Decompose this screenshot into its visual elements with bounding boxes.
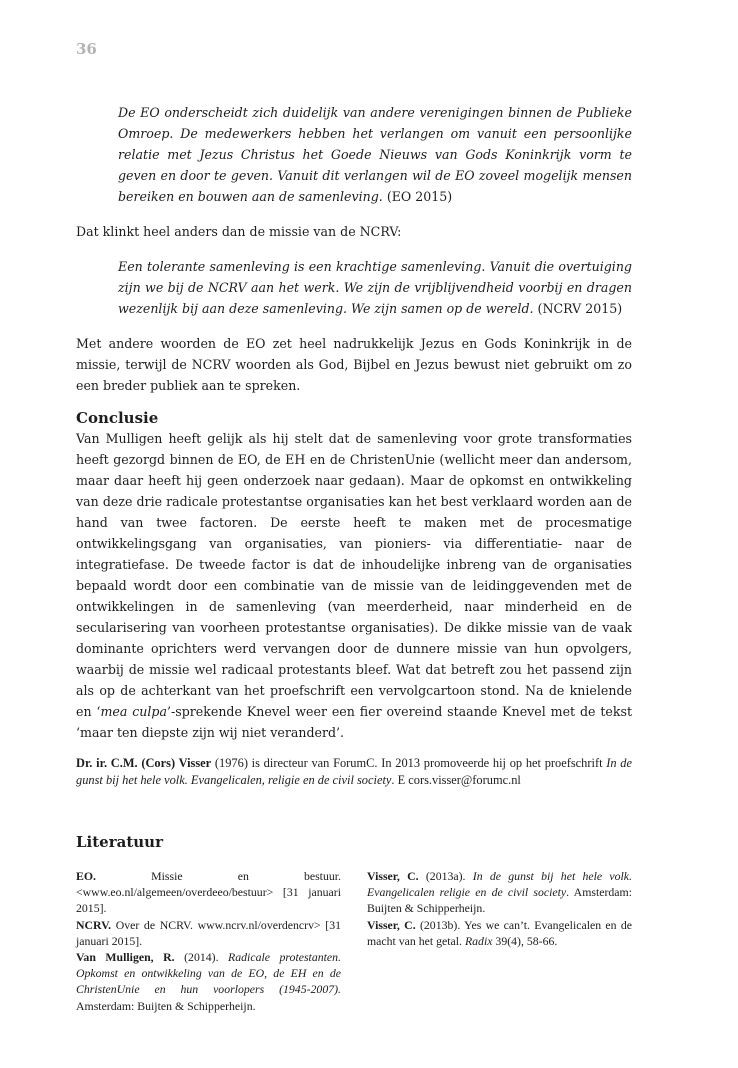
reference-author: Van Mulligen, R. [76, 950, 175, 965]
reference-title: Radix [464, 933, 493, 948]
reference-title: In de gunst bij het hele volk. Evangelicalen religie en de civil society [367, 869, 632, 900]
author-bio-text: (1976) is directeur van ForumC. In 2013 promoveerde hij op het proefschrift [211, 756, 607, 770]
literature-list [76, 868, 632, 1014]
eo-mission-quote [118, 102, 632, 207]
reference-entry [76, 868, 341, 917]
author-name: Dr. ir. C.M. (Cors) Visser [76, 756, 212, 770]
main-content [76, 102, 632, 789]
reference-publisher: 39(4), 58-66. [492, 933, 558, 948]
reference-entry [367, 868, 632, 917]
reference-text: (2013a). [418, 869, 473, 883]
eo-quote-citation: (EO 2015) [382, 189, 453, 204]
ncrv-quote-text: Een tolerante samenleving is een krachtige samenleving. Vanuit die overtuiging zijn we bij de NCRV aan het werk. We zijn de vrijblijvendheid voorbij en dragen wezenlijk bij aan deze samenleving. We zijn samen op de wereld. [118, 259, 632, 316]
reference-title: Radicale protestanten. Opkomst en ontwikkeling van de EO, de EH en de ChristenUnie en hun voorlopers (1945-2007). [76, 950, 341, 997]
eo-quote-text: De EO onderscheidt zich duidelijk van andere verenigingen binnen de Publieke Omroep. De medewerkers hebben het verlangen om vanuit een persoonlijke relatie met Jezus Christus het Goede Nieuws van Gods Koninkrijk vorm te geven en door te geven. Vanuit dit verlangen wil de EO zoveel mogelijk mensen bereiken en bouwen aan de samenleving. [118, 105, 632, 204]
conclusion-heading: Conclusie [76, 409, 159, 427]
paragraph-after-quotes: Met andere woorden de EO zet heel nadrukkelijk Jezus en Gods Koninkrijk in de missie, terwijl de NCRV woorden als God, Bijbel en Jezus bewust niet gebruikt om zo een breder publiek aan te spreken. [76, 336, 632, 393]
reference-author: Visser, C. [367, 869, 419, 883]
conclusion-paragraph [76, 428, 632, 743]
dissertation-title: In de gunst bij het hele volk. Evangelicalen, religie en de civil society [76, 756, 633, 787]
reference-text: Missie en bestuur. <www.eo.nl/algemeen/overdeeo/bestuur> [31 januari 2015]. [76, 869, 341, 916]
conclusion-text-after: ’-sprekende Knevel weer een fier overeind staande Knevel met de tekst ‘maar ten diepste zijn wij niet veranderd’. [76, 704, 633, 740]
literature-heading: Literatuur [76, 833, 163, 851]
reference-entry [76, 949, 341, 1014]
reference-author: NCRV. [76, 917, 112, 932]
literature-column-right [367, 868, 632, 1014]
conclusion-text-before: Van Mulligen heeft gelijk als hij stelt dat de samenleving voor grote transformaties heeft gezorgd binnen de EO, de EH en de ChristenUnie (wellicht meer dan andersom, maar daar heeft hij geen onderzoek naar gedaan). Maar de opkomst en ontwikkeling van deze drie radicale protestantse organisaties kan het best verklaard worden aan de hand van twee factoren. De eerste heeft te maken met de procesmatige ontwikkelingsgang van organisaties, van pioniers- via differentiatie- naar de integratiefase. De tweede factor is dat de inhoudelijke inbreng van de organisaties bepaald wordt door een combinatie van de missie van de leidinggevenden met de ontwikkelingen in de samenleving (van meerderheid, naar minderheid en de secularisering van voorheen protestantse organisaties). De dikke missie van de vaak dominante oprichters werd vervangen door de dunnere missie van hun opvolgers, waarbij de missie wel radicaal protestants bleef. Wat dat betreft zou het passend zijn als op de achterkant van het proefschrift een vervolgcartoon stond. Na de knielende en ‘ [76, 431, 632, 719]
ncrv-mission-quote [118, 256, 632, 319]
conclusion-italic-phrase: mea culpa [100, 704, 167, 719]
reference-entry [76, 917, 341, 949]
reference-author: EO. [76, 869, 96, 883]
reference-entry [367, 917, 632, 949]
author-bio [76, 755, 632, 789]
reference-publisher: Amsterdam: Buijten & Schipperheijn. [76, 998, 256, 1013]
page-number: 36 [76, 40, 97, 58]
reference-publisher: . Amsterdam: Buijten & Schipperheijn. [367, 885, 632, 916]
author-contact: . E cors.visser@forumc.nl [391, 773, 521, 787]
literature-column-left [76, 868, 341, 1014]
reference-text: (2013b). Yes we can’t. Evangelicalen en de macht van het getal. [367, 917, 632, 948]
reference-author: Visser, C. [367, 917, 416, 932]
transition-sentence: Dat klinkt heel anders dan de missie van de NCRV: [76, 224, 402, 239]
reference-text: Over de NCRV. www.ncrv.nl/overdencrv> [31 januari 2015]. [76, 917, 341, 948]
reference-text: (2014). [174, 950, 229, 965]
ncrv-quote-citation: (NCRV 2015) [533, 301, 623, 316]
